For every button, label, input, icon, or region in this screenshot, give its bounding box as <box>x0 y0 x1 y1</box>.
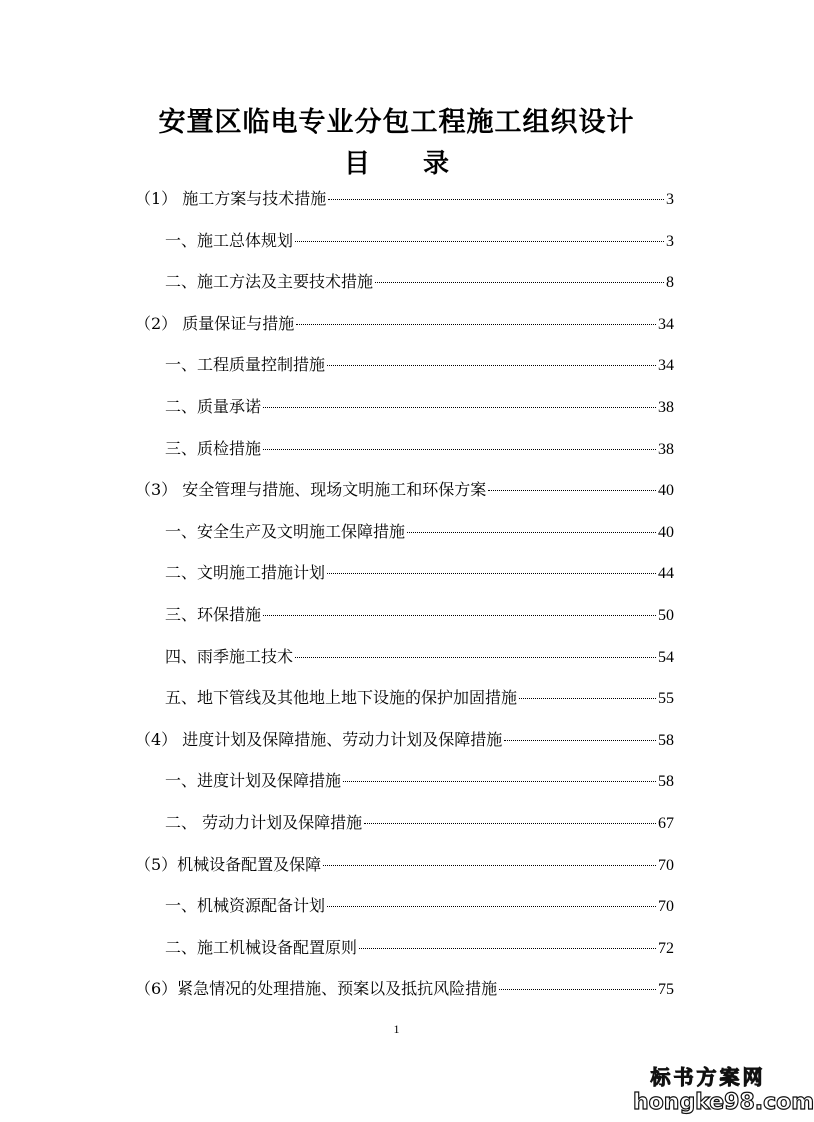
watermark-text-url: hongke98.com <box>633 1090 814 1115</box>
toc-dot-leader <box>343 781 656 782</box>
toc-dot-leader <box>359 948 656 949</box>
toc-entry-label: 二、质量承诺 <box>165 397 262 416</box>
toc-entry[interactable] <box>165 354 674 376</box>
toc-entry[interactable] <box>165 604 674 626</box>
toc-entry-label: 一、施工总体规划 <box>165 230 294 250</box>
toc-entry[interactable] <box>165 271 674 293</box>
toc-dot-leader <box>328 199 664 200</box>
watermark-logo <box>633 1064 814 1116</box>
toc-entry-page: 72 <box>658 939 674 957</box>
toc-entry-label: 四、雨季施工技术 <box>165 646 294 666</box>
toc-dot-leader <box>488 490 656 491</box>
toc-entry-label: 一、进度计划及保障措施 <box>165 771 342 791</box>
toc-entry-page: 70 <box>658 856 674 874</box>
toc-entry-page: 3 <box>666 191 674 208</box>
toc-entry[interactable] <box>135 729 674 751</box>
toc-entry-page: 38 <box>658 399 674 416</box>
toc-entry-page: 70 <box>658 898 674 916</box>
page-number: 1 <box>393 1022 400 1036</box>
toc-entry-page: 55 <box>658 690 674 708</box>
toc-entry-page: 67 <box>658 815 674 832</box>
toc-entry-page: 58 <box>658 731 674 749</box>
toc-dot-leader <box>499 989 656 990</box>
toc-entry-label: （5）机械设备配置及保障 <box>135 854 322 874</box>
toc-dot-leader <box>295 657 656 658</box>
toc-entry[interactable] <box>165 438 674 460</box>
toc-entry-label: 二、施工方法及主要技术措施 <box>165 272 374 292</box>
toc-entry[interactable] <box>135 188 674 210</box>
toc-dot-leader <box>519 698 656 699</box>
toc-entry-label: 一、安全生产及文明施工保障措施 <box>165 521 406 541</box>
toc-dot-leader <box>327 365 656 366</box>
toc-entry-label: 三、环保措施 <box>165 605 262 624</box>
toc-dot-leader <box>327 906 656 907</box>
toc-entry[interactable] <box>165 646 674 668</box>
toc-dot-leader <box>295 241 664 242</box>
toc-entry-label: 一、机械资源配备计划 <box>165 896 326 916</box>
watermark-text-cn: 标书方案网 <box>650 1065 766 1089</box>
toc-entry[interactable] <box>165 895 674 917</box>
toc-entry-label: （1） 施工方案与技术措施 <box>135 189 327 208</box>
toc-entry[interactable] <box>165 562 674 584</box>
toc-entry[interactable] <box>135 978 674 1000</box>
toc-entry-page: 3 <box>666 232 674 250</box>
toc-entry-page: 38 <box>658 440 674 458</box>
toc-entry-label: 二、施工机械设备配置原则 <box>165 937 358 957</box>
toc-entry-label: 三、质检措施 <box>165 438 262 458</box>
toc-entry-page: 40 <box>658 482 674 500</box>
toc-dot-leader <box>296 324 656 325</box>
toc-entry-page: 40 <box>658 523 674 541</box>
toc-dot-leader <box>504 740 656 741</box>
toc-entry-label: 五、地下管线及其他地上地下设施的保护加固措施 <box>165 688 518 708</box>
toc-entry[interactable] <box>165 812 674 834</box>
toc-dot-leader <box>327 573 656 574</box>
toc-heading: 目 录 <box>343 149 472 179</box>
toc-dot-leader <box>263 407 656 408</box>
toc-entry-page: 34 <box>658 357 674 375</box>
toc-entry-page: 34 <box>658 315 674 333</box>
toc-entry[interactable] <box>165 770 674 792</box>
toc-entry[interactable] <box>165 521 674 543</box>
toc-entry-label: 二、文明施工措施计划 <box>165 563 326 583</box>
toc-entry-label: （2） 质量保证与措施 <box>135 313 295 333</box>
toc-entry-page: 44 <box>658 565 674 583</box>
toc-entry-page: 54 <box>658 648 674 666</box>
toc-dot-leader <box>323 865 656 866</box>
toc-entry[interactable] <box>135 854 674 876</box>
document-title: 安置区临电专业分包工程施工组织设计 <box>158 107 635 138</box>
toc-dot-leader <box>364 823 656 824</box>
toc-entry[interactable] <box>165 687 674 709</box>
toc-entry[interactable] <box>165 937 674 959</box>
toc-entry-page: 8 <box>666 274 674 292</box>
toc-entry-page: 50 <box>658 607 674 624</box>
toc-entry-page: 75 <box>658 981 674 999</box>
toc-entry-label: （4） 进度计划及保障措施、劳动力计划及保障措施 <box>135 729 503 749</box>
toc-dot-leader <box>263 449 656 450</box>
toc-dot-leader <box>375 282 664 283</box>
toc-entry[interactable] <box>135 479 674 501</box>
toc-entry[interactable] <box>165 230 674 252</box>
toc-dot-leader <box>407 532 656 533</box>
toc-entry[interactable] <box>135 313 674 335</box>
toc-entry-label: （3） 安全管理与措施、现场文明施工和环保方案 <box>135 480 487 500</box>
toc-entry-page: 58 <box>658 773 674 791</box>
toc-dot-leader <box>263 615 656 616</box>
toc-entry[interactable] <box>165 396 674 418</box>
toc-entry-label: （6）紧急情况的处理措施、预案以及抵抗风险措施 <box>135 979 498 999</box>
toc-entry-label: 一、工程质量控制措施 <box>165 355 326 375</box>
toc-entry-label: 二、 劳动力计划及保障措施 <box>165 813 363 832</box>
